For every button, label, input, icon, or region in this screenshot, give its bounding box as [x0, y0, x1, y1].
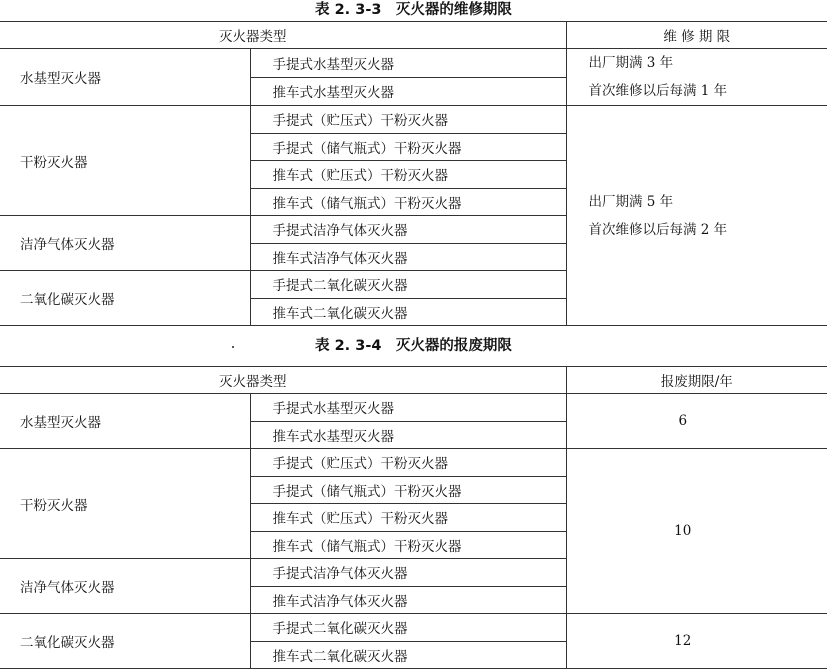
table-row — [0, 614, 827, 642]
scrap-years-cell: 10 — [566, 449, 827, 614]
scrap-years-cell: 6 — [566, 394, 827, 449]
subtype-cell: 推车式（储气瓶式）干粉灭火器 — [250, 531, 566, 559]
table-row — [0, 394, 827, 422]
table-row — [0, 449, 827, 477]
subtype-cell: 推车式水基型灭火器 — [250, 421, 566, 449]
subtype-cell: 手提式水基型灭火器 — [250, 394, 566, 422]
subtype-cell: 推车式二氧化碳灭火器 — [250, 641, 566, 669]
subtype-cell: 手提式洁净气体灭火器 — [250, 559, 566, 587]
table2-caption: 表 2. 3-4 灭火器的报废期限 — [315, 338, 512, 354]
header-extinguisher-type: 灭火器类型 — [0, 367, 566, 394]
table1-caption: 表 2. 3-3 灭火器的维修期限 — [315, 2, 512, 18]
category-water-based: 水基型灭火器 — [0, 49, 250, 106]
subtype-cell: 手提式（储气瓶式）干粉灭火器 — [250, 133, 566, 161]
category-dry-powder: 干粉灭火器 — [0, 449, 250, 559]
maintenance-period-cell — [566, 49, 827, 106]
subtype-cell: 推车式水基型灭火器 — [250, 77, 566, 106]
subtype-cell: 手提式二氧化碳灭火器 — [250, 271, 566, 299]
category-water-based: 水基型灭火器 — [0, 394, 250, 449]
category-co2: 二氧化碳灭火器 — [0, 271, 250, 326]
subtype-cell: 推车式洁净气体灭火器 — [250, 586, 566, 614]
subtype-cell: 手提式二氧化碳灭火器 — [250, 614, 566, 642]
category-co2: 二氧化碳灭火器 — [0, 614, 250, 669]
category-clean-agent: 洁净气体灭火器 — [0, 216, 250, 271]
subtype-cell: 手提式洁净气体灭火器 — [250, 216, 566, 244]
subtype-cell: 手提式（储气瓶式）干粉灭火器 — [250, 476, 566, 504]
subtype-cell: 手提式（贮压式）干粉灭火器 — [250, 106, 566, 134]
header-scrap-period: 报废期限/年 — [566, 367, 827, 394]
header-extinguisher-type: 灭火器类型 — [0, 22, 566, 49]
subtype-cell: 推车式（储气瓶式）干粉灭火器 — [250, 188, 566, 216]
period-line: 首次维修以后每满 2 年 — [588, 221, 728, 238]
subtype-cell: 手提式（贮压式）干粉灭火器 — [250, 449, 566, 477]
table-header-row — [0, 22, 827, 49]
table-row — [0, 49, 827, 78]
table-header-row — [0, 367, 827, 394]
subtype-cell: 推车式二氧化碳灭火器 — [250, 298, 566, 326]
period-line: 出厂期满 3 年 — [588, 55, 674, 71]
scrap-years-cell: 12 — [566, 614, 827, 669]
subtype-cell: 手提式水基型灭火器 — [250, 49, 566, 78]
header-maintenance-period: 维 修 期 限 — [566, 22, 827, 49]
scrap-period-table — [0, 366, 827, 669]
table-row — [0, 106, 827, 134]
category-clean-agent: 洁净气体灭火器 — [0, 559, 250, 614]
maintenance-period-table — [0, 21, 827, 326]
subtype-cell: 推车式（贮压式）干粉灭火器 — [250, 161, 566, 189]
subtype-cell: 推车式洁净气体灭火器 — [250, 243, 566, 271]
maintenance-period-cell — [566, 106, 827, 326]
period-line: 首次维修以后每满 1 年 — [588, 83, 728, 99]
period-line: 出厂期满 5 年 — [588, 193, 674, 210]
category-dry-powder: 干粉灭火器 — [0, 106, 250, 216]
subtype-cell: 推车式（贮压式）干粉灭火器 — [250, 504, 566, 532]
